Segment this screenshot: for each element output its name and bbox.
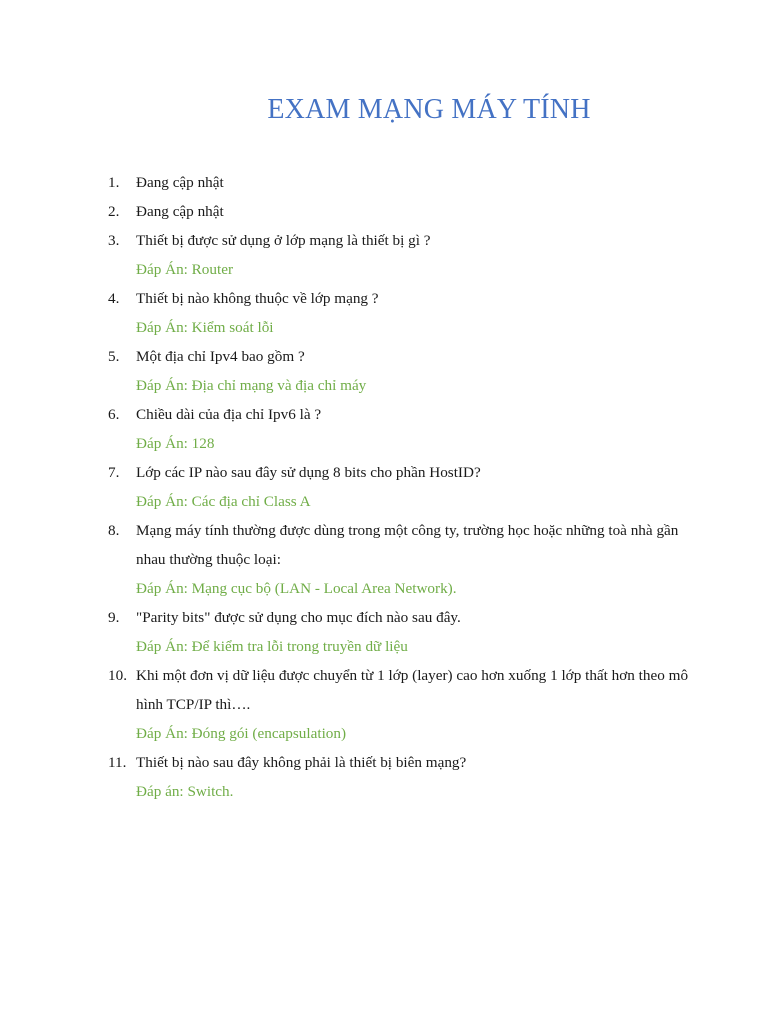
question-body	[136, 516, 698, 603]
question-text: Lớp các IP nào sau đây sử dụng 8 bits cho phần HostID?	[136, 464, 481, 481]
question-text: Mạng máy tính thường được dùng trong một công ty, trường học hoặc những toà nhà gần nhau thường thuộc loại:	[136, 522, 679, 568]
question-item-4	[108, 284, 698, 342]
question-number: 11.	[108, 754, 127, 771]
question-body	[136, 226, 698, 284]
question-number: 1.	[108, 174, 120, 191]
question-answer: Đáp Án: Đóng gói (encapsulation)	[136, 725, 347, 742]
question-answer: Đáp Án: Kiểm soát lỗi	[136, 319, 274, 336]
question-text: Đang cập nhật	[136, 203, 224, 220]
question-text: Một địa chỉ Ipv4 bao gồm ?	[136, 348, 305, 365]
page-title: EXAM MẠNG MÁY TÍNH	[267, 94, 591, 125]
question-number: 4.	[108, 290, 120, 307]
question-body	[136, 168, 698, 197]
question-number: 8.	[108, 522, 120, 539]
question-body	[136, 661, 698, 748]
question-text: Thiết bị được sử dụng ở lớp mạng là thiết bị gì ?	[136, 232, 431, 249]
question-number: 9.	[108, 609, 120, 626]
question-text: "Parity bits" được sử dụng cho mục đích nào sau đây.	[136, 609, 461, 626]
question-item-9	[108, 603, 698, 661]
question-answer: Đáp Án: Địa chỉ mạng và địa chỉ máy	[136, 377, 367, 394]
question-body	[136, 400, 698, 458]
question-answer: Đáp Án: Router	[136, 261, 234, 278]
question-item-1	[108, 168, 698, 197]
question-item-11	[108, 748, 698, 806]
question-item-3	[108, 226, 698, 284]
question-list	[108, 168, 698, 806]
question-item-8	[108, 516, 698, 603]
question-body	[136, 748, 698, 806]
question-item-6	[108, 400, 698, 458]
question-item-2	[108, 197, 698, 226]
question-answer: Đáp Án: 128	[136, 435, 215, 452]
question-answer: Đáp án: Switch.	[136, 783, 234, 800]
question-answer: Đáp Án: Các địa chỉ Class A	[136, 493, 311, 510]
question-item-5	[108, 342, 698, 400]
question-body	[136, 603, 698, 661]
question-number: 6.	[108, 406, 120, 423]
question-number: 2.	[108, 203, 120, 220]
question-number: 3.	[108, 232, 120, 249]
question-body	[136, 342, 698, 400]
question-text: Thiết bị nào không thuộc về lớp mạng ?	[136, 290, 379, 307]
question-number: 10.	[108, 667, 127, 684]
question-answer: Đáp Án: Để kiểm tra lỗi trong truyền dữ liệu	[136, 638, 408, 655]
question-body	[136, 197, 698, 226]
question-text: Khi một đơn vị dữ liệu được chuyển từ 1 lớp (layer) cao hơn xuống 1 lớp thất hơn theo mô hình TCP/IP thì….	[136, 667, 689, 713]
question-body	[136, 458, 698, 516]
question-item-10	[108, 661, 698, 748]
question-body	[136, 284, 698, 342]
question-text: Chiều dài của địa chỉ Ipv6 là ?	[136, 406, 322, 423]
question-text: Thiết bị nào sau đây không phải là thiết bị biên mạng?	[136, 754, 467, 771]
question-item-7	[108, 458, 698, 516]
question-answer: Đáp Án: Mạng cục bộ (LAN - Local Area Network).	[136, 580, 457, 597]
question-number: 7.	[108, 464, 120, 481]
question-text: Đang cập nhật	[136, 174, 224, 191]
question-number: 5.	[108, 348, 120, 365]
